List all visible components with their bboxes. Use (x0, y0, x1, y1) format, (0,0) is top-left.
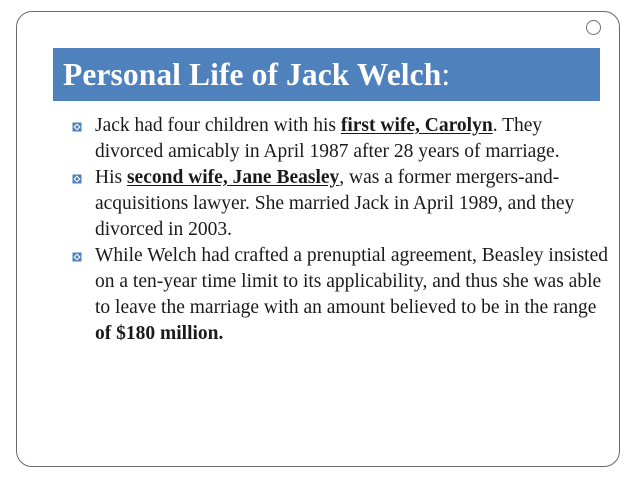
bullet-1-text-before: Jack had four children with his (95, 115, 341, 136)
bullet-item-3 (68, 243, 608, 347)
bullet-3-text-before: While Welch had crafted a prenuptial agreement, Beasley insisted on a ten-year time limit to its applicability, and thus she was able to leave the marriage with an amount believed to be in the range (95, 245, 608, 318)
bullet-item-2 (68, 165, 608, 243)
bullet-item-1 (68, 113, 608, 165)
slide-title-colon: : (441, 56, 451, 92)
bullet-1-text-after: . They divorced amicably in April 1987 after 28 years of marriage. (95, 115, 560, 162)
title-bar (53, 48, 600, 101)
bullet-list (68, 113, 608, 347)
decorative-circle-icon (586, 20, 601, 35)
slide-title (63, 57, 450, 93)
bullet-2-highlight: second wife, Jane Beasley (126, 167, 340, 188)
bullet-3-bold-end: of $180 million. (95, 323, 224, 344)
bullet-1-highlight: first wife, Carolyn (340, 115, 493, 136)
bullet-2-text-before: His (95, 167, 127, 188)
bullet-square-icon (72, 252, 82, 262)
slide-title-text: Personal Life of Jack Welch (63, 56, 442, 92)
bullet-square-icon (72, 174, 82, 184)
bullet-2-text-after: , was a former mergers-and-acquisitions lawyer. She married Jack in April 1989, and they divorced in 2003. (95, 167, 575, 240)
bullet-square-icon (72, 122, 82, 132)
